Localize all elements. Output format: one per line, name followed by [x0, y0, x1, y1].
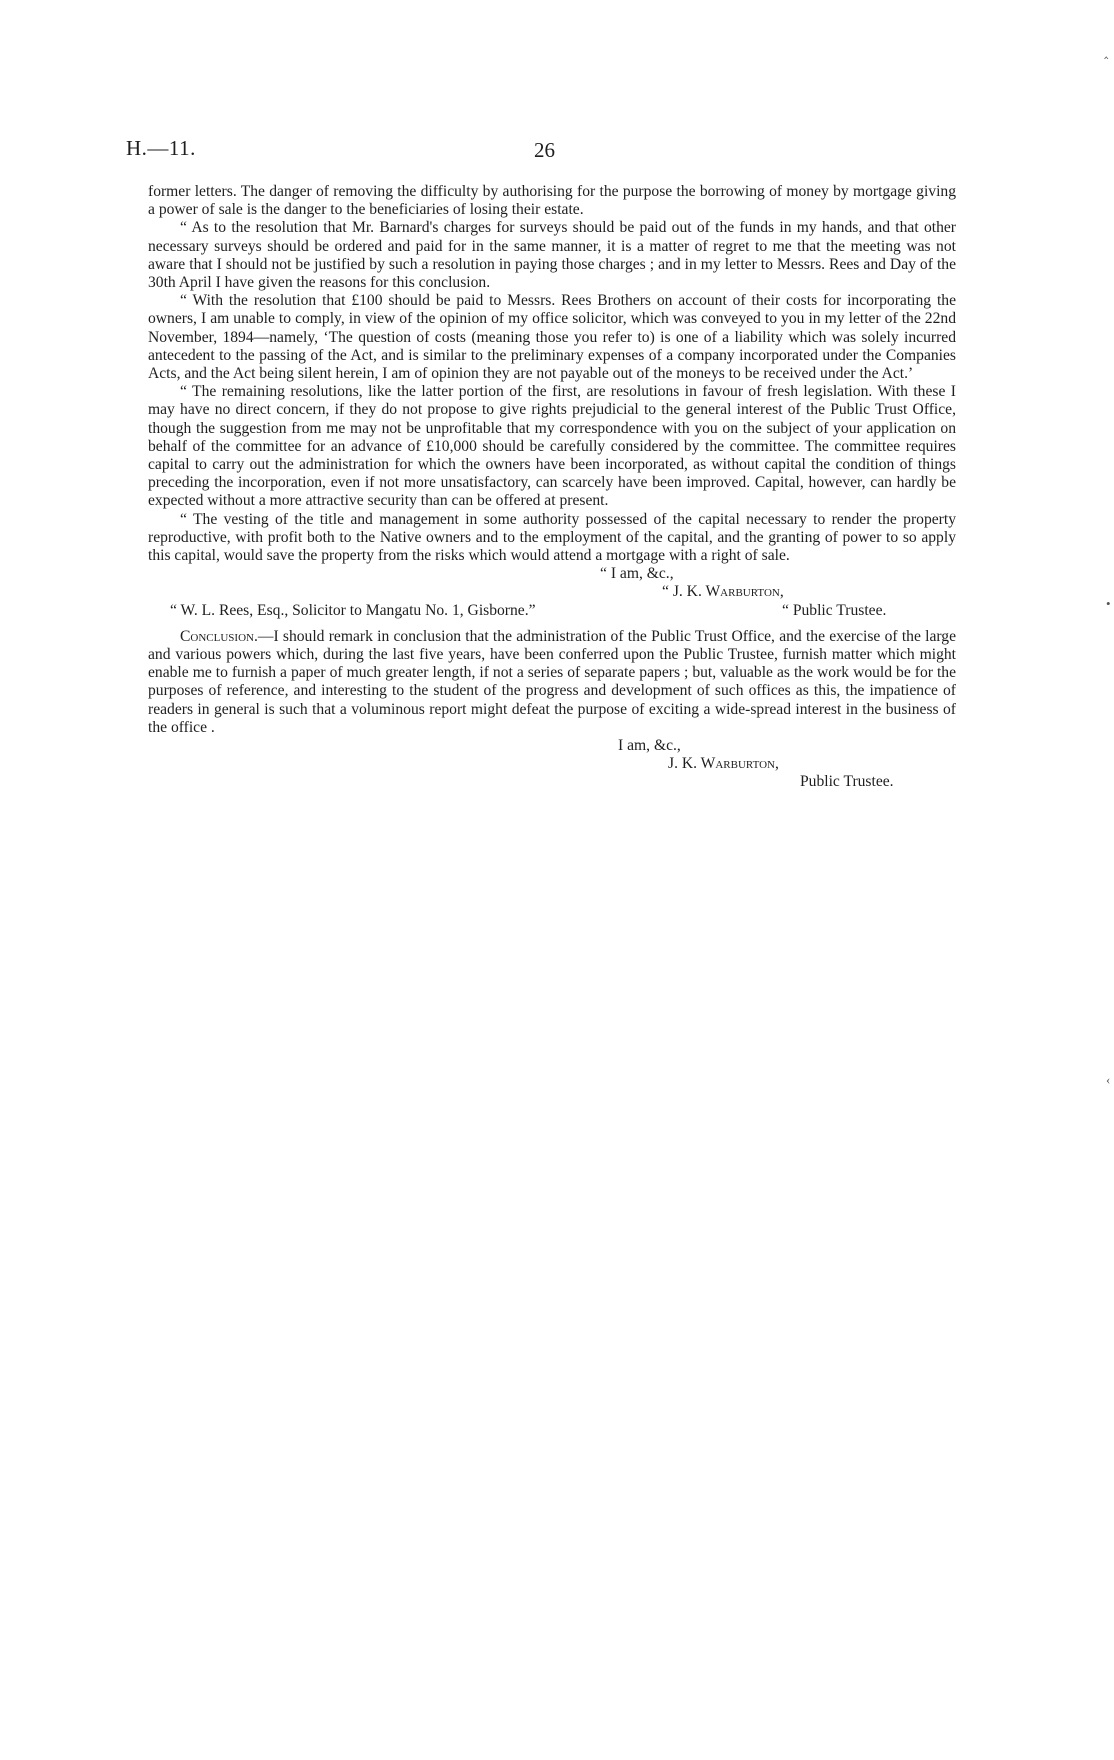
final-title-line: [148, 773, 956, 791]
letter-addressee-line: [148, 602, 956, 620]
spacer: [148, 620, 956, 628]
letter-closing: “ I am, &c.,: [600, 565, 674, 583]
margin-mark: ‹: [1106, 1072, 1111, 1087]
page-number: 26: [534, 138, 555, 162]
final-signatory: J. K. Warburton,: [668, 755, 779, 773]
letter-addressee: “ W. L. Rees, Esq., Solicitor to Mangatu No. 1, Gisborne.”: [170, 601, 536, 619]
final-signatory-line: [148, 755, 956, 773]
paragraph-conclusion: [148, 628, 956, 737]
final-closing-line: [148, 737, 956, 755]
paragraph-surveys: “ As to the resolution that Mr. Barnard's charges for surveys should be paid out of the funds in my hands, and that other necessary surveys should be ordered and paid for in the same manner, it is a matter of regret to me that the meeting was not aware that I should not be justified by such a resolution in paying those charges ; and in my letter to Messrs. Rees and Day of the 30th April I have given the reasons for this conclusion.: [148, 219, 956, 292]
margin-mark: ‸: [1104, 44, 1109, 59]
letter-signatory-line: [148, 583, 956, 601]
letter-signatory-title: “ Public Trustee.: [782, 601, 887, 619]
final-signatory-title: Public Trustee.: [800, 773, 894, 791]
conclusion-heading: Conclusion.: [180, 627, 258, 645]
margin-mark: •: [1106, 596, 1111, 611]
paragraph-resolutions: “ The remaining resolutions, like the latter portion of the first, are resolutions in favour of fresh legislation. With these I may have no direct concern, if they do not propose to give rights prejudicial to the general interest of the Public Trust Office, though the suggestion from me may not be unprofitable that my correspondence with you on the subject of your application on behalf of the committee for an advance of £10,000 should be carefully considered by the committee. The committee requires capital to carry out the administration for which the owners have been incorporated, as without capital the condition of things preceding the incorporation, even if not more unsatisfactory, can scarcely have been improved. Capital, however, can hardly be expected without a more attractive security than can be offered at present.: [148, 383, 956, 510]
paragraph-continuation: former letters. The danger of removing the difficulty by authorising for the purpose the borrowing of money by mortgage giving a power of sale is the danger to the beneficiaries of losing their estate.: [148, 183, 956, 219]
conclusion-text: —I should remark in conclusion that the administration of the Public Trust Office, and the exercise of the large and various powers which, during the last five years, have been conferred upon the Public Trustee, furnish matter which might enable me to furnish a paper of much greater length, if not a series of separate papers ; but, valuable as the work would be for the purposes of reference, and interesting to the student of the progress and development of such offices as this, the impatience of readers in general is such that a voluminous report might defeat the purpose of exciting a wide-spread interest in the business of the office .: [148, 627, 956, 736]
paragraph-costs: “ With the resolution that £100 should be paid to Messrs. Rees Brothers on account of their costs for incorporating the owners, I am unable to comply, in view of the opinion of my office solicitor, which was conveyed to you in my letter of the 22nd November, 1894—namely, ‘The question of costs (meaning those you refer to) is one of a liability which was solely incurred antecedent to the passing of the Act, and is similar to the preliminary expenses of a company incorporated under the Companies Acts, and the Act being silent herein, I am of opinion they are not payable out of the moneys to be received under the Act.’: [148, 292, 956, 383]
body-text: [148, 183, 956, 792]
paragraph-vesting: “ The vesting of the title and management in some authority possessed of the capital necessary to render the property reproductive, with profit both to the Native owners and to the employment of the capital, and the granting of power to so apply this capital, would save the property from the risks which would attend a mortgage with a right of sale.: [148, 510, 956, 565]
letter-signatory: “ J. K. Warburton,: [662, 583, 784, 601]
letter-closing-line: [148, 565, 956, 583]
final-closing: I am, &c.,: [618, 737, 681, 755]
document-reference: H.—11.: [126, 136, 196, 160]
